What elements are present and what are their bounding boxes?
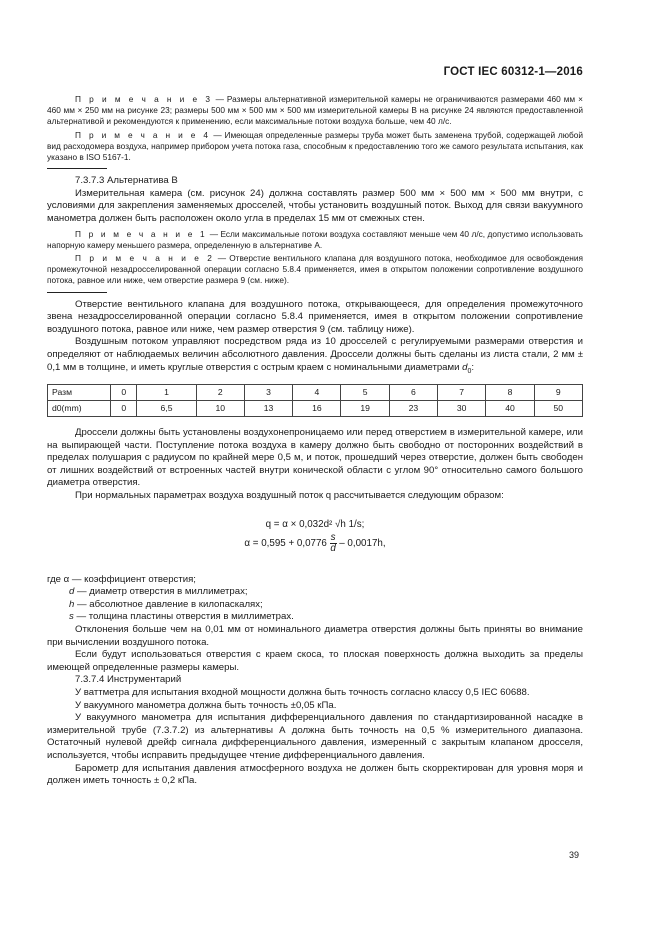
page-content [47, 94, 583, 788]
document-header: ГОСТ IEC 60312-1—2016 [443, 66, 583, 78]
table-cell: 50 [534, 401, 582, 417]
page-number: 39 [568, 850, 579, 860]
paragraph: Отклонения больше чем на 0,01 мм от номинального диаметра отверстия должны быть приняты во внимание при вычислении воздушного потока. [47, 624, 583, 648]
paragraph: У ваттметра для испытания входной мощности должна быть точность согласно классу 0,5 IEC 60688. [75, 686, 530, 698]
formula-line-1: q = α × 0,032d² √h 1/s; [265, 518, 365, 530]
table-cell: 40 [486, 401, 534, 417]
table-cell: 6,5 [137, 401, 196, 417]
table-cell: 13 [244, 401, 292, 417]
table-row [48, 401, 583, 417]
table-cell: 6 [389, 385, 437, 401]
table-cell: 7 [438, 385, 486, 401]
paragraph: Дроссели должны быть установлены воздухонепроницаемо или перед отверстием в измерительной камере, или на выпирающей части. Поступление потока воздуха в камеру должно быть свободно от посторонних воздействий в пределах полушария с радиусом по крайней мере 0,5 м, и поток, прошедший через отверстие, должен быть свободен от лишних воздействий от встроенных частей внутри конической области с углом 90° относительно самого большого диаметра отверстия. [47, 427, 583, 489]
table-cell: 19 [341, 401, 389, 417]
table-cell: 4 [293, 385, 341, 401]
table-cell: 5 [341, 385, 389, 401]
note-2: П р и м е ч а н и е 2 — Отверстие вентильного клапана для воздушного потока, необходимое для освобождения промежуточной незадросселированной операции согласно 5.8.4 применяется, имея в открытом положении сопротивление воздушного потока, равное или ниже, чем отверстие размера 9 (см. ниже). [47, 253, 583, 286]
divider [47, 168, 107, 169]
note-4: П р и м е ч а н и е 4 — Имеющая определенные размеры труба может быть заменена трубой, содержащей любой вид расходомера воздуха, например прибором учета потока газа, способным к предоставлению того же самого результата испытания, как указано в ISO 5167-1. [47, 129, 583, 163]
table-header-cell: Разм [48, 385, 111, 401]
definition-item: h — абсолютное давление в килопаскалях; [69, 598, 263, 610]
definition-item: где α — коэффициент отверстия; [47, 573, 196, 585]
table-cell: 0 [111, 401, 137, 417]
table-cell: 30 [438, 401, 486, 417]
orifice-table [47, 384, 583, 417]
definition-item: s — толщина пластины отверстия в миллиметрах. [69, 611, 294, 623]
note-3: П р и м е ч а н и е 3 — Размеры альтернативной измерительной камеры не ограничиваются размерами 460 мм × 460 мм × 250 мм на рисунке 23; размеры 500 мм × 500 мм × 500 мм измерительной камеры В на рисунке 24 являются предоставленной альтернативой и рекомендуются к применению, если максимальные потоки воздуха больше, чем 40 л/с. [47, 94, 583, 127]
table-cell: 10 [196, 401, 244, 417]
table-cell: 16 [293, 401, 341, 417]
fraction: $\frac{s}{d}$ [330, 531, 336, 554]
section-heading-7373: 7.3.7.3 Альтернатива В [75, 175, 178, 187]
variable-definitions [47, 574, 583, 624]
paragraph: Воздушным потоком управляют посредством ряда из 10 дросселей с регулируемыми размерами отверстия и определяют от наблюдаемых величин абсолютного давления. Дроссели должны быть сделаны из листа стали, 2 мм ± 0,1 мм в толщине, и иметь круглые отверстия с острым краем с номинальными диаметрами $d_0$: [47, 336, 583, 375]
table-cell: 9 [534, 385, 582, 401]
table-cell: 0 [111, 385, 137, 401]
table-cell: 23 [389, 401, 437, 417]
section-heading-7374: 7.3.7.4 Инструментарий [75, 674, 182, 686]
paragraph: У вакуумного манометра для испытания дифференциального давления по стандартизированной насадке в измерительной трубе (7.3.7.2) из альтернативы А должна быть точность на 0,5 % измерительного диапазона. Остаточный нулевой дрейф сигнала дифференциального давления, измеренный с закрытым клапаном дросселя, используется, чтобы исправить предыдущее чтение дифференциального давления. [47, 712, 583, 761]
formula-line-2: α = 0,595 + 0,0776 $\frac{s}{d}$ – 0,0017h, [244, 531, 386, 554]
table-cell: 2 [196, 385, 244, 401]
divider [47, 292, 107, 293]
definition-item: d — диаметр отверстия в миллиметрах; [69, 586, 248, 598]
formula [47, 517, 583, 554]
table-row [48, 385, 583, 401]
paragraph: Если будут использоваться отверстия с краем скоса, то плоская поверхность должна выходить за пределы имеющей определенные размеры камеры. [47, 649, 583, 673]
paragraph: Отверстие вентильного клапана для воздушного потока, открывающееся, для определения промежуточного звена незадросселированной операции согласно 5.8.4 применяется, имея в открытом положении сопротивление воздушного потока, равное или ниже, чем размер отверстия 9 (см. таблицу ниже). [47, 298, 583, 335]
paragraph: Барометр для испытания давления атмосферного воздуха не должен быть скорректирован для уровня моря и должен иметь точность ± 0,2 кПа. [47, 762, 583, 787]
note-1: П р и м е ч а н и е 1 — Если максимальные потоки воздуха составляют меньше чем 40 л/с, допустимо использовать напорную камеру меньшего размера, определенную в альтернативе А. [47, 228, 583, 250]
table-cell: 3 [244, 385, 292, 401]
table-cell: 8 [486, 385, 534, 401]
table-header-cell: d0(mm) [48, 401, 111, 417]
paragraph: Измерительная камера (см. рисунок 24) должна составлять размер 500 мм × 500 мм × 500 мм внутри, с условиями для закрепления заменяемых дросселей, чтобы установить воздушный поток. Выход для связи вакуумного манометра должен быть расположен около угла в пределах 15 мм от смежных стен. [47, 187, 583, 224]
paragraph: При нормальных параметрах воздуха воздушный поток q рассчитывается следующим образом: [75, 490, 504, 502]
table-cell: 1 [137, 385, 196, 401]
paragraph: У вакуумного манометра должна быть точность ±0,05 кПа. [75, 699, 337, 711]
